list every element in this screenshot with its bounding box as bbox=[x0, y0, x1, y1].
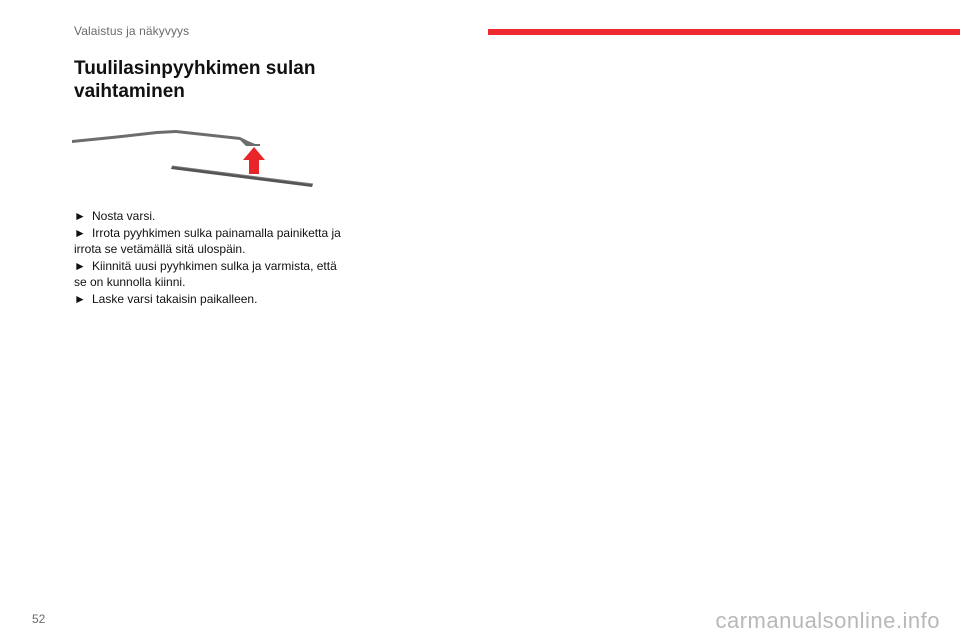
step-item bbox=[74, 258, 344, 291]
bullet-icon: ► bbox=[74, 291, 86, 306]
watermark: carmanualsonline.info bbox=[715, 608, 940, 633]
step-text: Irrota pyyhkimen sulka painamalla painiketta ja irrota se vetämällä sitä ulospäin. bbox=[74, 225, 341, 256]
step-text: Laske varsi takaisin paikalleen. bbox=[92, 291, 258, 306]
instruction-steps bbox=[74, 208, 344, 307]
step-item bbox=[74, 225, 344, 258]
page-title: Tuulilasinpyyhkimen sulan vaihtaminen bbox=[74, 58, 316, 102]
section-header: Valaistus ja näkyvyys bbox=[74, 24, 190, 38]
step-item bbox=[74, 291, 344, 308]
wiper-arm-icon bbox=[72, 130, 260, 146]
page-number: 52 bbox=[32, 612, 46, 626]
step-text: Kiinnitä uusi pyyhkimen sulka ja varmista, että se on kunnolla kiinni. bbox=[74, 258, 337, 289]
step-text: Nosta varsi. bbox=[92, 209, 156, 223]
bullet-icon: ► bbox=[74, 258, 86, 273]
bullet-icon: ► bbox=[74, 225, 86, 240]
header-accent-bar bbox=[488, 29, 960, 35]
accent-bar-fill bbox=[488, 29, 960, 35]
up-arrow-icon bbox=[243, 147, 265, 174]
wiper-illustration bbox=[72, 124, 322, 194]
wiper-blade-icon bbox=[171, 166, 313, 187]
step-item bbox=[74, 208, 344, 225]
bullet-icon: ► bbox=[74, 209, 86, 223]
